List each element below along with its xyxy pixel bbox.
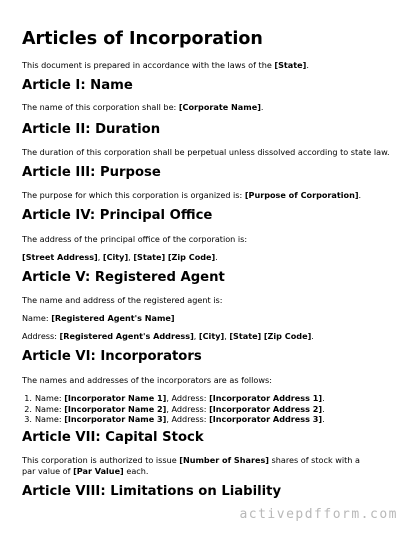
city-placeholder: [City] xyxy=(102,252,129,262)
principal-office-address xyxy=(22,252,218,263)
incorporator-address: [Incorporator Address 1] xyxy=(209,393,323,403)
intro-paragraph xyxy=(22,60,309,71)
article-3-text xyxy=(22,190,361,201)
name-label: Name: xyxy=(35,414,65,424)
article-2-heading: Article II: Duration xyxy=(22,122,161,137)
punctuation: . xyxy=(215,252,218,262)
registered-agent-name xyxy=(22,313,175,324)
article-3-prefix: The purpose for which this corporation is organized is: xyxy=(22,190,245,200)
article-7-heading: Article VII: Capital Stock xyxy=(22,430,204,445)
city-placeholder: [City] xyxy=(198,331,225,341)
incorporator-name: [Incorporator Name 3] xyxy=(64,414,167,424)
agent-address-placeholder: [Registered Agent's Address] xyxy=(59,331,194,341)
article-5-heading: Article V: Registered Agent xyxy=(22,270,225,285)
incorporator-name: [Incorporator Name 2] xyxy=(64,403,167,414)
list-item xyxy=(22,414,325,425)
name-label: Name: xyxy=(35,393,65,403)
punctuation: . xyxy=(322,403,325,414)
corporate-name-placeholder: [Corporate Name] xyxy=(178,102,261,112)
address-label: Address: xyxy=(22,331,60,341)
zip-placeholder: [Zip Code] xyxy=(263,331,312,341)
article-1-prefix: The name of this corporation shall be: xyxy=(22,102,179,112)
intro-text: This document is prepared in accordance with the laws of the xyxy=(22,60,275,70)
agent-name-placeholder: [Registered Agent's Name] xyxy=(51,313,175,323)
incorporator-name: [Incorporator Name 1] xyxy=(64,393,167,403)
incorporator-address: [Incorporator Address 3] xyxy=(209,414,323,424)
document-title: Articles of Incorporation xyxy=(22,29,263,49)
street-placeholder: [Street Address] xyxy=(22,252,98,262)
list-item xyxy=(22,404,325,415)
article-7-text xyxy=(22,455,367,477)
separator: , xyxy=(97,252,103,262)
article-4-heading: Article IV: Principal Office xyxy=(22,208,213,223)
article-4-text: The address of the principal office of the corporation is: xyxy=(22,234,248,244)
article-7-suffix: each. xyxy=(123,466,149,476)
purpose-placeholder: [Purpose of Corporation] xyxy=(244,190,359,200)
state-placeholder: [State] xyxy=(133,252,166,262)
state-placeholder: [State] xyxy=(274,60,307,70)
par-value-placeholder: [Par Value] xyxy=(73,466,124,476)
punctuation: . xyxy=(322,393,325,403)
list-number: 1. xyxy=(24,393,32,403)
punctuation: . xyxy=(306,60,309,70)
article-1-text xyxy=(22,102,263,113)
incorporator-address: [Incorporator Address 2] xyxy=(209,403,323,414)
list-number: 2. xyxy=(24,403,32,414)
article-5-text: The name and address of the registered agent is: xyxy=(22,295,223,305)
punctuation: . xyxy=(260,102,264,112)
article-6-heading: Article VI: Incorporators xyxy=(22,349,202,364)
separator: , xyxy=(224,331,230,341)
name-label: Name: xyxy=(22,313,52,323)
address-label: , Address: xyxy=(166,393,210,403)
article-6-text: The names and addresses of the incorporators are as follows: xyxy=(22,375,272,385)
article-7-mid: shares of stock with a par value of xyxy=(22,455,360,476)
article-7-prefix: This corporation is authorized to issue xyxy=(22,455,180,465)
watermark: activepdfform.com xyxy=(239,507,398,522)
punctuation: . xyxy=(322,414,325,424)
state-placeholder: [State] xyxy=(229,331,262,341)
zip-placeholder: [Zip Code] xyxy=(167,252,216,262)
address-label: , Address: xyxy=(166,414,210,424)
punctuation: . xyxy=(311,331,314,341)
separator: , xyxy=(128,252,134,262)
punctuation: . xyxy=(358,190,362,200)
article-1-heading: Article I: Name xyxy=(22,78,133,93)
shares-placeholder: [Number of Shares] xyxy=(179,455,269,465)
article-2-text: The duration of this corporation shall be perpetual unless dissolved according to state law. xyxy=(22,147,390,157)
article-3-heading: Article III: Purpose xyxy=(22,165,161,180)
registered-agent-address xyxy=(22,331,314,342)
separator: , xyxy=(193,331,199,341)
list-item xyxy=(22,393,325,404)
article-8-heading: Article VIII: Limitations on Liability xyxy=(22,484,282,499)
name-label: Name: xyxy=(35,403,65,414)
list-number: 3. xyxy=(24,414,32,424)
address-label: , Address: xyxy=(166,403,210,414)
